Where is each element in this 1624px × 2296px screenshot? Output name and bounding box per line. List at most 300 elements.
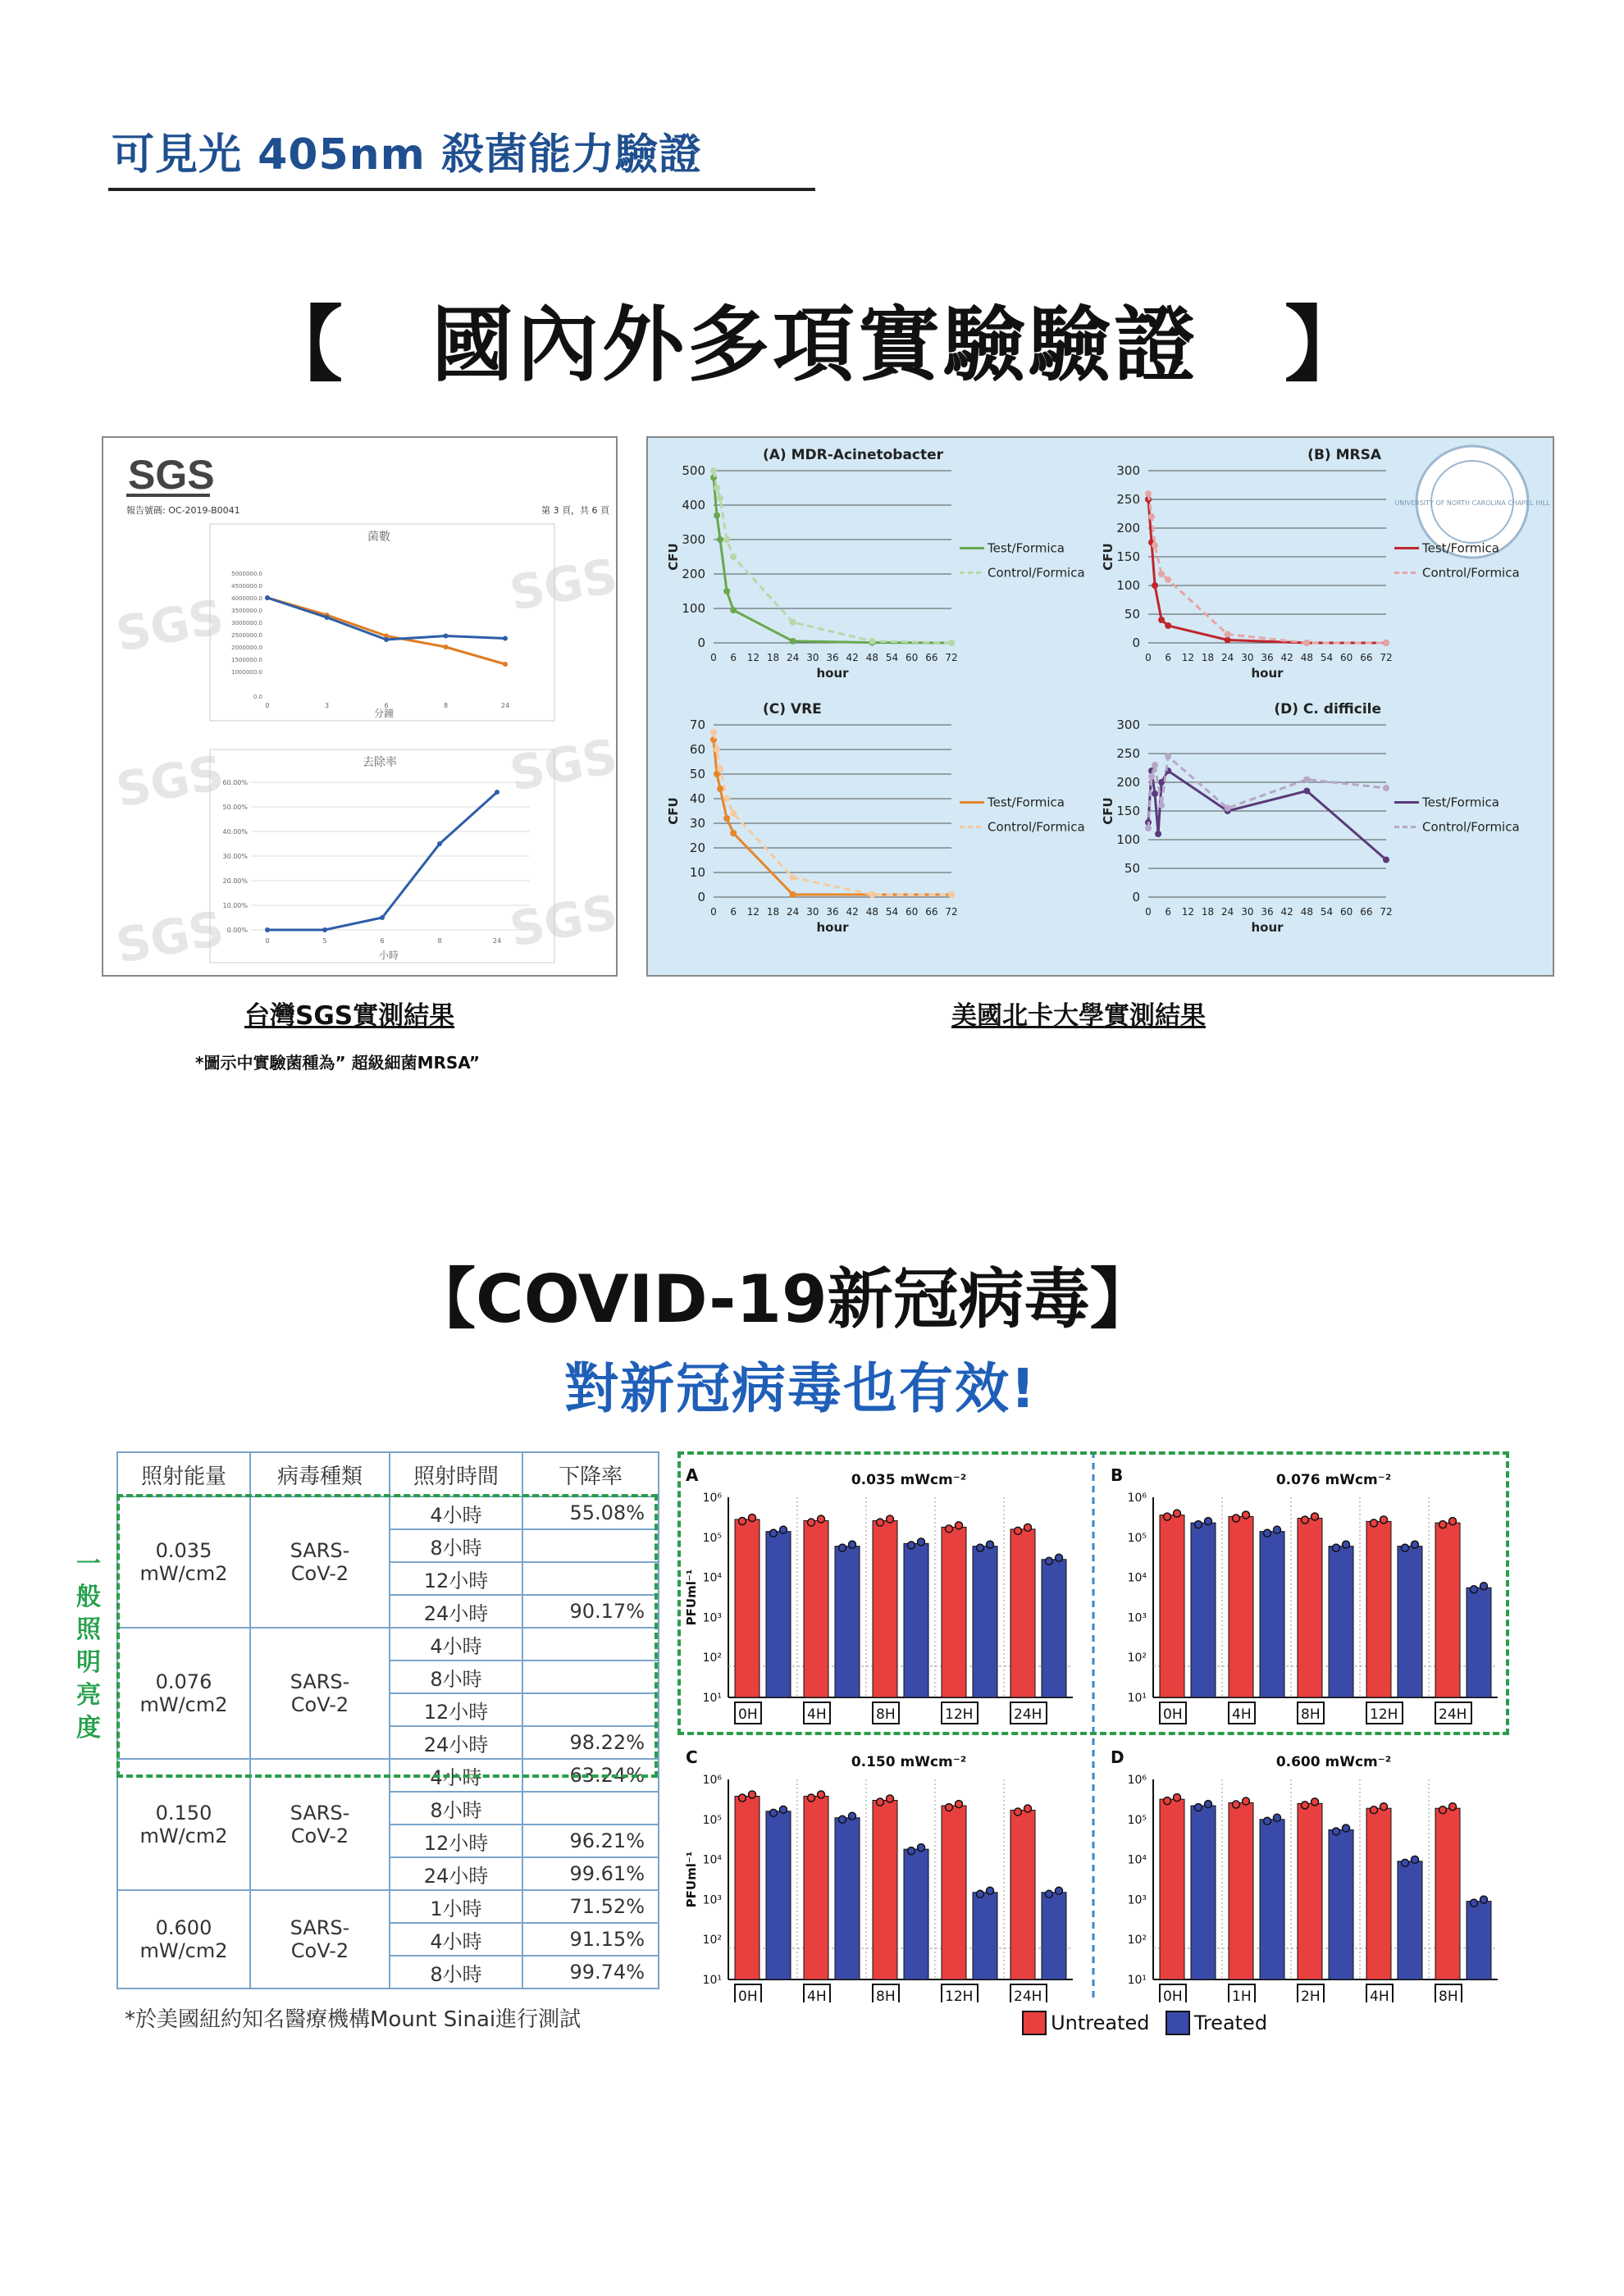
caption-sgs: 台灣SGS實測結果 (244, 1001, 455, 1031)
x-tick-label: 8 (437, 937, 442, 945)
x-tick-label: 72 (1380, 652, 1393, 663)
data-point (790, 638, 796, 645)
x-axis-label: hour (1251, 920, 1284, 935)
virus-line: SARS- (290, 1802, 350, 1824)
y-tick-label: 250 (1116, 492, 1140, 507)
unc-chart-3 (1101, 701, 1520, 935)
unc-chart-2 (666, 701, 1085, 935)
cell-time: 24小時 (390, 1857, 522, 1890)
cell-time: 8小時 (390, 1792, 522, 1824)
y-tick-label: 10⁴ (702, 1571, 722, 1585)
replicate-point (1015, 1808, 1022, 1815)
y-tick-label: 50 (689, 767, 705, 781)
legend-label-treated: Treated (1193, 2011, 1268, 2034)
y-tick-label: 10² (1127, 1651, 1147, 1665)
unc-report-panel (646, 436, 1554, 977)
replicate-point (1402, 1859, 1409, 1866)
cell-reduction: 91.15% (522, 1923, 659, 1956)
replicate-point (1380, 1803, 1388, 1811)
cell-reduction: 71.52% (522, 1890, 659, 1923)
x-tick-label: 6 (730, 652, 737, 663)
data-point (1225, 637, 1231, 644)
y-tick-label: 0.00% (226, 927, 248, 934)
bar-treated (1260, 1820, 1284, 1979)
x-tick-label: 48 (865, 652, 878, 663)
bar-untreated (1435, 1808, 1460, 1979)
th-reduction: 下降率 (522, 1452, 659, 1496)
covid-subheading: 對新冠病毒也有效! (564, 1357, 1038, 1420)
y-tick-label: 10² (1127, 1934, 1147, 1947)
y-tick-label: 3500000.0 (231, 608, 262, 614)
x-tick-label: 0H (1163, 1706, 1183, 1723)
replicate-point (770, 1809, 778, 1816)
virus-line: CoV-2 (290, 1693, 349, 1716)
sgs-logo: SGS (128, 452, 215, 498)
replicate-point (1439, 1806, 1447, 1814)
x-tick-label: 12H (945, 1706, 974, 1723)
y-tick-label: 10³ (702, 1611, 722, 1625)
x-tick-label: 24H (1014, 1706, 1042, 1723)
sgs-watermark: SGS (112, 589, 228, 663)
replicate-point (1056, 1887, 1063, 1894)
x-tick-label: 72 (945, 652, 958, 663)
caption-unc: 美國北卡大學實測結果 (951, 1001, 1206, 1031)
x-tick-label: 36 (1261, 652, 1274, 663)
x-tick-label: 0H (1163, 1988, 1183, 2002)
bar-untreated (873, 1801, 897, 1979)
bar-legend (1022, 2011, 1279, 2035)
y-tick-label: 10⁴ (1127, 1853, 1147, 1867)
virus-line: SARS- (290, 1539, 350, 1562)
data-point (730, 810, 737, 817)
cell-reduction (522, 1792, 659, 1824)
replicate-point (1174, 1794, 1181, 1802)
x-tick-label: 1H (1232, 1988, 1252, 2002)
data-point (1152, 582, 1158, 589)
cell-time: 12小時 (390, 1693, 522, 1726)
data-point (730, 607, 737, 613)
x-tick-label: 0 (710, 906, 717, 918)
y-axis-label: PFUml⁻¹ (684, 1851, 699, 1908)
side-label-char: 般 (76, 1583, 101, 1611)
series-line-test (1148, 499, 1386, 643)
bar-treated (835, 1818, 860, 1979)
y-tick-label: 200 (1116, 775, 1140, 790)
x-tick-label: 3 (324, 702, 330, 709)
replicate-point (1312, 1798, 1319, 1806)
y-tick-label: 30.00% (222, 853, 248, 860)
cell-time: 8小時 (390, 1956, 522, 1988)
x-axis-label: hour (816, 920, 849, 935)
data-point (384, 637, 389, 642)
x-tick-label: 60 (1340, 652, 1353, 663)
x-tick-label: 48 (865, 906, 878, 918)
y-tick-label: 50 (1124, 607, 1140, 622)
x-tick-label: 42 (846, 906, 859, 918)
legend-label-test: Test/Formica (988, 540, 1065, 556)
data-point (444, 645, 449, 649)
x-tick-label: 12 (1181, 652, 1194, 663)
table-row (117, 1890, 659, 1923)
data-point (1145, 490, 1152, 497)
y-tick-label: 4500000.0 (231, 583, 262, 590)
data-point (790, 874, 796, 881)
x-tick-label: 4H (1232, 1706, 1252, 1723)
x-tick-label: 0 (710, 652, 717, 663)
y-tick-label: 100 (1116, 832, 1140, 847)
replicate-point (1205, 1801, 1212, 1808)
sgs-watermark: SGS (505, 548, 616, 622)
x-tick-label: 8H (876, 1706, 896, 1723)
data-point (717, 766, 723, 772)
y-tick-label: 1000000.0 (231, 669, 262, 676)
chart-title: (A) MDR-Acinetobacter (763, 447, 944, 463)
data-point (1158, 802, 1165, 809)
series-line-test (714, 740, 951, 895)
data-point (1165, 576, 1171, 583)
cell-time: 1小時 (390, 1890, 522, 1923)
replicate-point (818, 1791, 825, 1798)
data-point (495, 790, 500, 795)
x-tick-label: 12 (746, 652, 760, 663)
energy-value: 0.150 (155, 1802, 212, 1824)
x-tick-label: 0 (1145, 906, 1152, 918)
x-tick-label: 5 (322, 937, 327, 945)
y-tick-label: 2500000.0 (231, 632, 262, 639)
y-tick-label: 40 (689, 791, 705, 806)
x-tick-label: 30 (806, 906, 819, 918)
x-tick-label: 18 (766, 906, 780, 918)
replicate-point (987, 1887, 994, 1894)
y-tick-label: 10³ (1127, 1893, 1147, 1907)
y-tick-label: 60 (689, 742, 705, 757)
y-tick-label: 20 (689, 840, 705, 855)
th-energy: 照射能量 (117, 1452, 250, 1496)
data-point (1152, 790, 1158, 797)
replicate-point (1471, 1899, 1478, 1906)
data-point (1148, 773, 1155, 780)
bar-treated (1329, 1829, 1353, 1979)
x-tick-label: 6 (730, 906, 737, 918)
bar-untreated (1010, 1811, 1035, 1979)
cell-time: 4小時 (390, 1496, 522, 1529)
data-point (717, 536, 723, 543)
cell-reduction: 55.08% (522, 1496, 659, 1529)
chart-title: 0.076 mWcm⁻² (1275, 1472, 1392, 1488)
x-tick-label: 12 (746, 906, 760, 918)
covid-heading: 【COVID-19新冠病毒】 (410, 1261, 1156, 1337)
title-underline (108, 188, 815, 191)
x-tick-label: 18 (766, 652, 780, 663)
series-line-control (1148, 757, 1386, 829)
sgs-chart1-xlabel: 分鐘 (374, 708, 395, 719)
data-point (869, 638, 875, 645)
x-tick-label: 48 (1300, 652, 1313, 663)
y-tick-label: 150 (1116, 549, 1140, 564)
replicate-point (1371, 1806, 1378, 1814)
bar-treated (766, 1811, 791, 1979)
cell-time: 24小時 (390, 1595, 522, 1628)
cell-energy (117, 1890, 250, 1988)
replicate-point (1480, 1896, 1488, 1903)
replicate-point (946, 1804, 953, 1811)
data-point (714, 512, 720, 519)
chart-title: 0.035 mWcm⁻² (851, 1472, 967, 1488)
replicate-point (908, 1847, 915, 1855)
y-tick-label: 10¹ (1127, 1692, 1147, 1705)
bar-chart-3 (1111, 1747, 1498, 2002)
y-tick-label: 10⁵ (1127, 1531, 1147, 1545)
virus-line: CoV-2 (290, 1824, 349, 1847)
cell-virus (250, 1759, 390, 1890)
y-tick-label: 0 (697, 890, 705, 904)
x-tick-label: 60 (1340, 906, 1353, 918)
cell-time: 4小時 (390, 1628, 522, 1660)
y-tick-label: 10² (702, 1934, 722, 1947)
data-point (444, 634, 449, 639)
chart-title: (C) VRE (763, 701, 822, 718)
y-tick-label: 10⁶ (702, 1492, 722, 1505)
y-tick-label: 300 (682, 532, 705, 547)
chart-title: (D) C. difficile (1274, 701, 1381, 718)
bar-untreated (1366, 1808, 1391, 1979)
legend-label-control: Control/Formica (1422, 565, 1520, 581)
x-tick-label: 0H (738, 1706, 758, 1723)
x-tick-label: 4H (807, 1988, 827, 2002)
bar-untreated (1160, 1799, 1184, 1979)
series-line-test (714, 477, 951, 643)
cell-reduction: 63.24% (522, 1759, 659, 1792)
sgs-report-number: 報告號碼: OC-2019-B0041 (126, 505, 240, 516)
x-tick-label: 18 (1201, 652, 1215, 663)
data-point (1383, 785, 1389, 791)
x-tick-label: 36 (826, 652, 839, 663)
x-tick-label: 30 (1241, 906, 1254, 918)
y-tick-label: 200 (1116, 521, 1140, 535)
replicate-point (1233, 1801, 1240, 1808)
energy-value: 0.035 (155, 1539, 212, 1562)
energy-value: 0.076 (155, 1670, 212, 1693)
y-tick-label: 500 (682, 463, 705, 478)
data-point (790, 619, 796, 626)
x-tick-label: 66 (925, 906, 938, 918)
bar-untreated (1298, 1803, 1322, 1979)
y-axis-label: CFU (666, 543, 681, 571)
y-axis-label: CFU (1101, 797, 1115, 825)
sgs-watermark: SGS (112, 745, 228, 818)
y-tick-label: 4000000.0 (231, 595, 262, 602)
y-tick-label: 10.00% (222, 902, 248, 909)
sgs-watermark: SGS (505, 884, 616, 958)
replicate-point (918, 1844, 925, 1852)
cell-time: 12小時 (390, 1824, 522, 1857)
x-axis-label: hour (816, 666, 849, 681)
data-point (265, 595, 270, 600)
y-tick-label: 50.00% (222, 804, 248, 811)
unc-seal-text: UNIVERSITY OF NORTH CAROLINA CHAPEL HILL (1394, 499, 1550, 507)
data-point (948, 891, 955, 898)
energy-unit: mW/cm2 (139, 1939, 228, 1962)
x-tick-label: 24 (787, 906, 800, 918)
x-tick-label: 66 (1360, 652, 1373, 663)
legend-label-test: Test/Formica (1422, 540, 1499, 556)
data-point (322, 927, 327, 932)
panel-letter: D (1111, 1747, 1124, 1767)
sgs-watermark: SGS (112, 900, 228, 974)
th-time: 照射時間 (390, 1452, 522, 1496)
cell-time: 12小時 (390, 1562, 522, 1595)
bar-chart-2 (684, 1747, 1073, 2002)
data-point (503, 662, 508, 667)
cell-reduction: 98.22% (522, 1726, 659, 1759)
data-point (1155, 831, 1161, 837)
cell-reduction: 90.17% (522, 1595, 659, 1628)
x-tick-label: 12 (1181, 906, 1194, 918)
data-point (1383, 640, 1389, 646)
data-point (869, 891, 875, 898)
data-point (437, 841, 442, 846)
x-tick-label: 48 (1300, 906, 1313, 918)
data-point (723, 536, 730, 543)
x-tick-label: 72 (945, 906, 958, 918)
y-tick-label: 10³ (702, 1893, 722, 1907)
sgs-chart1-title: 菌數 (367, 531, 390, 544)
cell-reduction: 96.21% (522, 1824, 659, 1857)
virus-line: CoV-2 (290, 1939, 349, 1962)
bar-untreated (1229, 1803, 1253, 1979)
legend-label-test: Test/Formica (1422, 795, 1499, 810)
x-tick-label: 6 (1165, 652, 1171, 663)
data-point (714, 485, 720, 491)
data-point (710, 729, 717, 736)
replicate-point (977, 1890, 984, 1897)
panel-letter: B (1111, 1465, 1124, 1485)
replicate-point (780, 1806, 787, 1813)
y-tick-label: 10¹ (702, 1692, 722, 1705)
side-label-general-lighting (75, 1548, 102, 1745)
y-tick-label: 20.00% (222, 877, 248, 885)
data-point (1225, 631, 1231, 638)
replicate-point (1343, 1824, 1350, 1832)
x-axis-label: hour (1251, 666, 1284, 681)
unc-line-charts (648, 438, 1553, 975)
bar-treated (1042, 1893, 1066, 1979)
cell-time: 4小時 (390, 1759, 522, 1792)
low-intensity-highlight (677, 1451, 1509, 1735)
x-tick-label: 54 (1320, 906, 1334, 918)
x-tick-label: 42 (1280, 906, 1293, 918)
cell-reduction: 99.61% (522, 1857, 659, 1890)
th-virus: 病毒種類 (250, 1452, 390, 1496)
virus-line: SARS- (290, 1670, 350, 1693)
legend-label-control: Control/Formica (1422, 819, 1520, 835)
side-label-char: 明 (76, 1648, 101, 1677)
unc-chart-0 (666, 447, 1085, 681)
series-line (267, 598, 505, 640)
series-line (267, 598, 505, 664)
replicate-point (956, 1801, 963, 1808)
virus-line: SARS- (290, 1916, 350, 1939)
data-point (723, 795, 730, 802)
data-point (325, 615, 330, 620)
replicate-point (808, 1794, 815, 1802)
replicate-point (1412, 1856, 1419, 1863)
y-axis-label: PFUml⁻¹ (684, 1569, 699, 1626)
replicate-point (1243, 1797, 1250, 1805)
y-tick-label: 10⁵ (702, 1813, 722, 1827)
x-tick-label: 8H (1439, 1988, 1458, 2002)
data-point (1158, 617, 1165, 623)
x-tick-label: 30 (1241, 652, 1254, 663)
x-tick-label: 24 (500, 702, 510, 709)
sgs-removal-rate-chart (222, 779, 530, 945)
series-line-control (714, 732, 951, 895)
sgs-page-number: 第 3 頁，共 6 頁 (541, 505, 609, 516)
x-tick-label: 60 (906, 652, 919, 663)
bar-untreated (735, 1797, 760, 1979)
cell-energy (117, 1759, 250, 1890)
sgs-chart2-title: 去除率 (363, 756, 397, 769)
y-tick-label: 10¹ (1127, 1974, 1147, 1987)
x-tick-label: 30 (806, 652, 819, 663)
sgs-bacteria-count-chart (231, 571, 509, 709)
data-point (730, 554, 737, 560)
x-tick-label: 24 (492, 937, 502, 945)
y-tick-label: 100 (682, 601, 705, 616)
data-point (1152, 542, 1158, 549)
bar-treated (1398, 1861, 1422, 1979)
data-point (1152, 762, 1158, 768)
cell-reduction: 99.74% (522, 1956, 659, 1988)
data-point (265, 927, 270, 932)
x-tick-label: 36 (826, 906, 839, 918)
chart-title: (B) MRSA (1307, 447, 1381, 463)
x-tick-label: 24 (1221, 652, 1234, 663)
y-tick-label: 2000000.0 (231, 645, 262, 651)
data-point (1158, 571, 1165, 577)
virus-line: CoV-2 (290, 1562, 349, 1585)
x-tick-label: 8 (443, 702, 449, 709)
energy-unit: mW/cm2 (139, 1693, 228, 1716)
replicate-point (1333, 1828, 1340, 1835)
legend-label-test: Test/Formica (988, 795, 1065, 810)
sgs-report-figure (103, 438, 616, 975)
covid-footnote: *於美國紐約知名醫療機構Mount Sinai進行測試 (125, 2007, 582, 2032)
legend-swatch-untreated (1022, 2011, 1047, 2035)
bar-treated (1467, 1902, 1491, 1979)
y-tick-label: 10⁶ (702, 1774, 722, 1787)
x-tick-label: 6 (384, 702, 389, 709)
data-point (723, 588, 730, 594)
y-tick-label: 0 (697, 636, 705, 650)
x-tick-label: 54 (885, 652, 899, 663)
y-tick-label: 10² (702, 1651, 722, 1665)
x-tick-label: 72 (1380, 906, 1393, 918)
general-lighting-highlight (116, 1494, 658, 1778)
x-tick-label: 8H (1301, 1706, 1321, 1723)
x-tick-label: 12H (945, 1988, 974, 2002)
sgs-chart2-xlabel: 小時 (379, 950, 399, 961)
x-tick-label: 12H (1370, 1706, 1398, 1723)
x-tick-label: 8H (876, 1988, 896, 2002)
data-point (1303, 788, 1310, 795)
legend-label-control: Control/Formica (988, 819, 1085, 835)
y-tick-label: 10⁵ (702, 1531, 722, 1545)
bar-treated (1191, 1806, 1216, 1979)
replicate-point (1164, 1797, 1171, 1805)
y-tick-label: 60.00% (222, 779, 248, 786)
x-tick-label: 54 (1320, 652, 1334, 663)
